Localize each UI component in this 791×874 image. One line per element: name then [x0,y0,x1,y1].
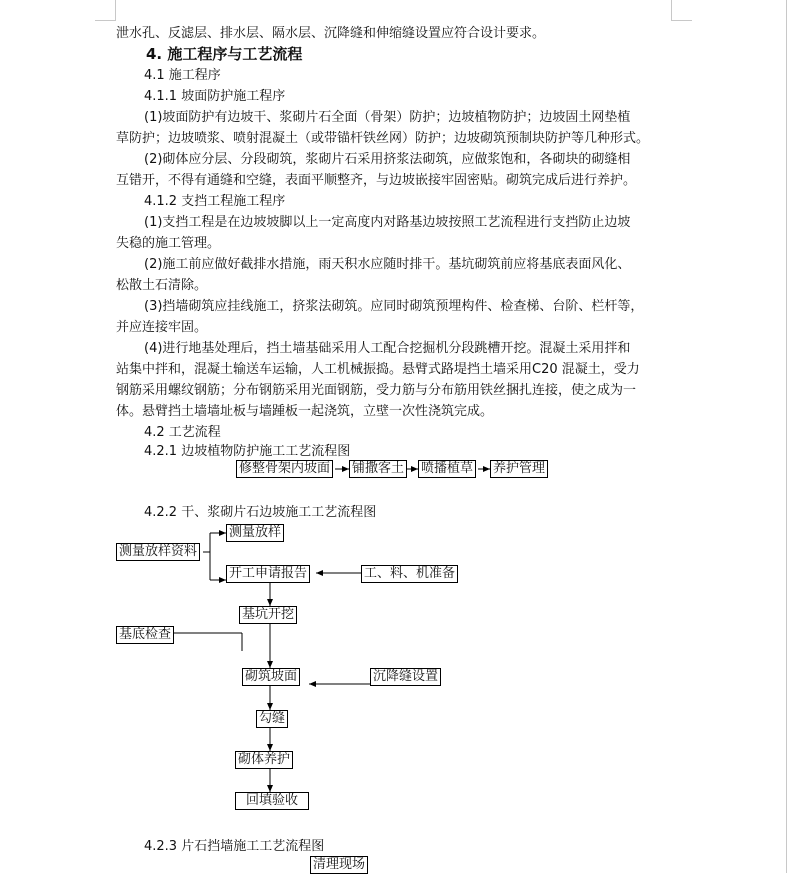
heading-4-2: 4.2 工艺流程 [144,425,221,440]
flow2-start-report: 开工申请报告 [226,565,310,583]
paragraph-retaining-1a: (1)支挡工程是在边坡坡脚以上一定高度内对路基边坡按照工艺流程进行支挡防止边坡 [144,215,631,230]
heading-4-1-2: 4.1.2 支挡工程施工程序 [144,194,286,209]
paragraph-slope-1a: (1)坡面防护有边坡干、浆砌片石全面（骨架）防护；边坡植物防护；边坡固土网垫植 [144,110,631,125]
flow3-clear-site: 清理现场 [310,856,368,874]
flow2-backfill: 回填验收 [235,792,309,810]
paragraph-retaining-1b: 失稳的施工管理。 [116,236,221,251]
paragraph-retaining-3b: 并应连接牢固。 [116,320,208,335]
paragraph-retaining-3a: (3)挡墙砌筑应挂线施工，挤浆法砌筑。应同时砌筑预埋构件、检查梯、台阶、栏杆等， [144,299,644,314]
flow2-settlement-joint: 沉降缝设置 [370,668,441,686]
flow2-curing: 砌体养护 [235,751,293,769]
flow2-survey-data: 测量放样资料 [116,543,200,561]
flow1-step-hydroseed: 喷播植草 [418,460,476,478]
paragraph-retaining-4b: 站集中拌和，混凝土输送车运输，人工机械振捣。悬臂式路堤挡土墙采用C20 混凝土，受力 [116,362,640,377]
heading-4-1-1: 4.1.1 坡面防护施工程序 [144,89,286,104]
flow2-excavation: 基坑开挖 [239,606,297,624]
heading-4-2-3: 4.2.3 片石挡墙施工工艺流程图 [144,839,325,854]
paragraph-drainage: 泄水孔、反滤层、排水层、隔水层、沉降缝和伸缩缝设置应符合设计要求。 [116,26,546,41]
paragraph-retaining-4c: 钢筋采用螺纹钢筋；分布钢筋采用光面钢筋，受力筋与分布筋用铁丝捆扎连接，使之成为一 [116,383,637,398]
paragraph-slope-2b: 互错开，不得有通缝和空缝，表面平顺整齐，与边坡嵌接牢固密贴。砌筑完成后进行养护。 [116,173,637,188]
paragraph-slope-2a: (2)砌体应分层、分段砌筑，浆砌片石采用挤浆法砌筑，应做浆饱和，各砌块的砌缝相 [144,152,631,167]
flow1-step-maintenance: 养护管理 [490,460,548,478]
paragraph-retaining-4a: (4)进行地基处理后，挡土墙基础采用人工配合挖掘机分段跳槽开挖。混凝土采用拌和 [144,341,631,356]
flow1-step-spread-soil: 铺撒客土 [349,460,407,478]
flow2-prep: 工、料、机准备 [361,565,458,583]
heading-4-2-1: 4.2.1 边坡植物防护施工工艺流程图 [144,444,351,459]
flow2-pointing: 勾缝 [256,710,288,728]
heading-4-2-2: 4.2.2 干、浆砌片石边坡施工工艺流程图 [144,505,377,520]
heading-4-1: 4.1 施工程序 [144,68,221,83]
paragraph-slope-1b: 草防护；边坡喷浆、喷射混凝土（或带锚杆铁丝网）防护；边坡砌筑预制块防护等几种形式。 [116,131,650,146]
section-heading-4: 4. 施工程序与工艺流程 [146,45,303,63]
paragraph-retaining-2b: 松散土石清除。 [116,278,208,293]
paragraph-retaining-2a: (2)施工前应做好截排水措施，雨天积水应随时排干。基坑砌筑前应将基底表面风化、 [144,257,631,272]
flow2-survey-layout: 测量放样 [226,524,284,542]
paragraph-retaining-4d: 体。悬臂挡土墙墙址板与墙踵板一起浇筑，立壁一次性浇筑完成。 [116,404,494,419]
flow2-base-check: 基底检查 [116,626,174,644]
flow2-masonry-slope: 砌筑坡面 [242,668,300,686]
flow1-step-trim-slope: 修整骨架内坡面 [236,460,333,478]
